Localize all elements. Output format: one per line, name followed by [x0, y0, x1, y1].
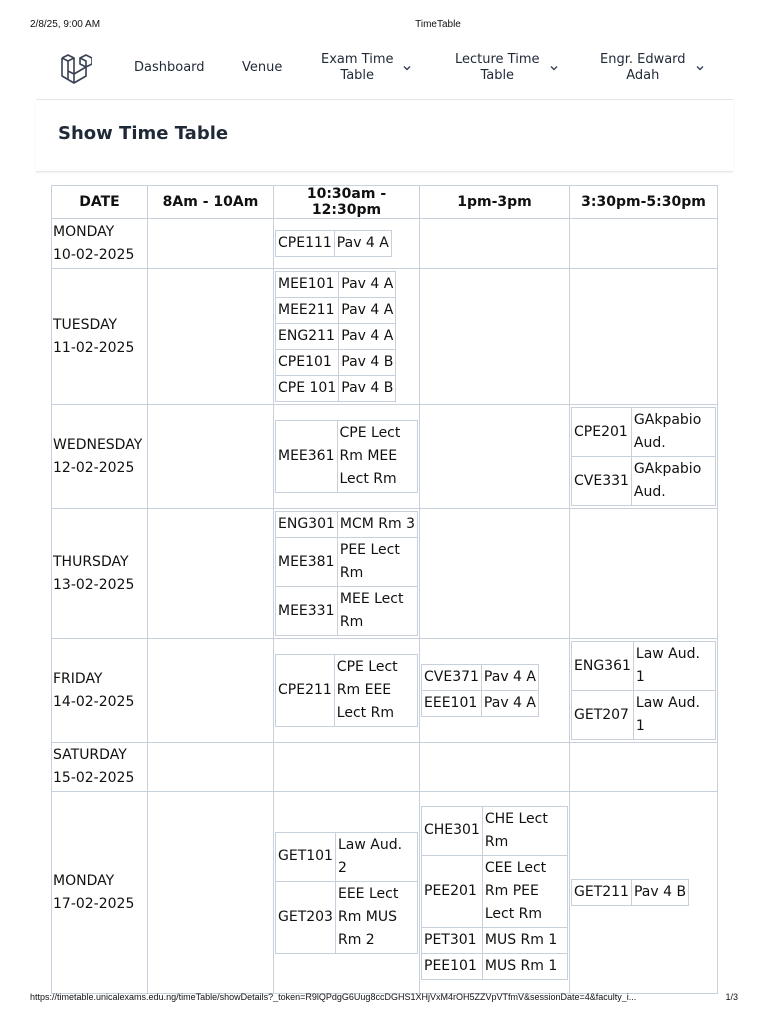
list-item: [422, 806, 568, 855]
course-venue: Pav 4 B: [631, 880, 688, 906]
course-venue: Pav 4 B: [339, 376, 396, 402]
list-item: [276, 881, 418, 953]
course-venue: Pav 4 B: [339, 350, 396, 376]
slot-cell: [274, 743, 420, 792]
course-code: GET101: [276, 832, 336, 881]
list-item: [276, 376, 396, 402]
page-title: Show Time Table: [58, 123, 229, 144]
page-header: [36, 100, 733, 172]
print-url: https://timetable.unicalexams.edu.ng/timeTable/showDetails?_token=R9lQPdgG6Uug8ccDGHS1XHjVxM4rOH5ZZVpVTfmV&sessionDate=4&faculty_i...: [30, 992, 637, 1002]
course-code: PEE201: [422, 855, 483, 927]
course-venue: CEE Lect Rm PEE Lect Rm: [482, 855, 567, 927]
slot-cell: [274, 509, 420, 639]
course-list: [275, 654, 418, 727]
column-header: 1pm-3pm: [420, 186, 570, 219]
slot-cell: [420, 509, 570, 639]
slot-cell: [570, 405, 718, 509]
print-header: [0, 19, 768, 33]
course-code: CVE371: [422, 665, 482, 691]
course-venue: Pav 4 A: [481, 691, 538, 717]
table-row: [52, 219, 718, 269]
slot-cell: [570, 219, 718, 269]
slot-cell: [148, 792, 274, 994]
day-date: 15-02-2025: [53, 770, 135, 786]
list-item: [276, 231, 392, 257]
laravel-logo-icon[interactable]: [60, 52, 92, 86]
course-list: [571, 407, 716, 506]
nav-lecture-timetable-dropdown[interactable]: [455, 52, 559, 84]
slot-cell: [570, 639, 718, 743]
course-venue: CHE Lect Rm: [482, 806, 567, 855]
slot-cell: [570, 743, 718, 792]
course-list: [275, 832, 418, 954]
slot-cell: [274, 792, 420, 994]
chevron-down-icon: [549, 63, 559, 73]
slot-cell: [420, 792, 570, 994]
slot-cell: [570, 509, 718, 639]
course-venue: Pav 4 A: [481, 665, 538, 691]
nav-lecture-timetable-label: Lecture Time Table: [455, 52, 540, 83]
table-row: [52, 509, 718, 639]
course-code: CPE211: [276, 655, 335, 727]
nav-dashboard-link[interactable]: Dashboard: [134, 60, 205, 75]
course-venue: GAkpabio Aud.: [631, 457, 715, 506]
day-cell: [52, 405, 148, 509]
slot-cell: [148, 509, 274, 639]
day-cell: [52, 509, 148, 639]
list-item: [276, 655, 418, 727]
course-list: [275, 420, 418, 493]
slot-cell: [420, 269, 570, 405]
list-item: [276, 538, 418, 587]
slot-cell: [274, 269, 420, 405]
course-venue: EEE Lect Rm MUS Rm 2: [335, 881, 417, 953]
list-item: [276, 421, 418, 493]
day-date: 10-02-2025: [53, 246, 135, 263]
course-code: CVE331: [572, 457, 632, 506]
day-name: MONDAY: [53, 872, 115, 889]
course-code: CPE201: [572, 408, 632, 457]
course-code: GET207: [572, 691, 634, 740]
slot-cell: [274, 405, 420, 509]
nav-user-dropdown[interactable]: [600, 52, 705, 84]
list-item: [572, 642, 716, 691]
slot-cell: [148, 639, 274, 743]
slot-cell: [420, 639, 570, 743]
course-code: MEE331: [276, 587, 338, 636]
nav-exam-timetable-dropdown[interactable]: [321, 52, 412, 84]
list-item: [422, 855, 568, 927]
slot-cell: [274, 219, 420, 269]
course-venue: PEE Lect Rm: [337, 538, 417, 587]
slot-cell: [570, 269, 718, 405]
list-item: [276, 272, 396, 298]
course-code: CPE101: [276, 350, 339, 376]
course-venue: MUS Rm 1: [482, 953, 567, 979]
nav-venue-link[interactable]: Venue: [242, 60, 283, 75]
course-list: [275, 230, 392, 257]
timetable-header-row: [52, 186, 718, 219]
course-venue: Law Aud. 2: [335, 832, 417, 881]
course-venue: Pav 4 A: [339, 298, 396, 324]
day-name: WEDNESDAY: [53, 436, 143, 453]
column-header: 10:30am - 12:30pm: [274, 186, 420, 219]
slot-cell: [420, 743, 570, 792]
table-row: [52, 743, 718, 792]
print-page-number: 1/3: [725, 992, 738, 1002]
course-code: CHE301: [422, 806, 483, 855]
course-venue: MEE Lect Rm: [337, 587, 417, 636]
slot-cell: [274, 639, 420, 743]
list-item: [572, 880, 689, 906]
course-code: MEE381: [276, 538, 338, 587]
course-code: PET301: [422, 927, 483, 953]
list-item: [422, 927, 568, 953]
course-list: [421, 806, 568, 980]
list-item: [276, 587, 418, 636]
list-item: [572, 691, 716, 740]
slot-cell: [148, 405, 274, 509]
list-item: [276, 832, 418, 881]
course-code: ENG211: [276, 324, 339, 350]
table-row: [52, 405, 718, 509]
course-code: CPE 101: [276, 376, 339, 402]
slot-cell: [420, 405, 570, 509]
list-item: [422, 665, 539, 691]
table-row: [52, 792, 718, 994]
day-cell: [52, 792, 148, 994]
course-list: [275, 511, 418, 636]
column-header: DATE: [52, 186, 148, 219]
list-item: [276, 324, 396, 350]
course-list: [571, 641, 716, 740]
day-date: 13-02-2025: [53, 576, 135, 593]
course-venue: Pav 4 A: [334, 231, 391, 257]
list-item: [572, 408, 716, 457]
print-footer: [30, 992, 738, 1006]
day-date: 11-02-2025: [53, 339, 135, 356]
day-name: FRIDAY: [53, 670, 103, 687]
course-code: PEE101: [422, 953, 483, 979]
nav-user-name: Engr. Edward Adah: [600, 52, 686, 83]
course-list: [421, 664, 539, 717]
day-name: TUESDAY: [53, 316, 118, 333]
course-code: MEE211: [276, 298, 339, 324]
slot-cell: [420, 219, 570, 269]
day-cell: [52, 639, 148, 743]
day-name: THURSDAY: [53, 553, 129, 570]
list-item: [276, 350, 396, 376]
day-name: SATURDAY: [53, 747, 127, 763]
list-item: [572, 457, 716, 506]
day-cell: [52, 219, 148, 269]
column-header: 8Am - 10Am: [148, 186, 274, 219]
slot-cell: [148, 269, 274, 405]
chevron-down-icon: [695, 63, 705, 73]
print-doc-title: TimeTable: [415, 19, 461, 30]
list-item: [276, 512, 418, 538]
course-code: GET203: [276, 881, 336, 953]
list-item: [422, 691, 539, 717]
timetable: [51, 185, 718, 994]
nav-exam-timetable-label: Exam Time Table: [321, 52, 394, 83]
course-list: [571, 879, 689, 906]
course-code: EEE101: [422, 691, 482, 717]
course-venue: CPE Lect Rm MEE Lect Rm: [337, 421, 418, 493]
column-header: 3:30pm-5:30pm: [570, 186, 718, 219]
course-venue: MUS Rm 1: [482, 927, 567, 953]
top-navbar: [36, 40, 733, 100]
course-venue: GAkpabio Aud.: [631, 408, 715, 457]
course-list: [275, 271, 396, 402]
course-code: ENG361: [572, 642, 634, 691]
day-date: 12-02-2025: [53, 459, 135, 476]
day-cell: [52, 743, 148, 792]
table-row: [52, 639, 718, 743]
list-item: [276, 298, 396, 324]
course-venue: Law Aud. 1: [633, 642, 715, 691]
course-venue: Pav 4 A: [339, 324, 396, 350]
day-cell: [52, 269, 148, 405]
course-code: GET211: [572, 880, 632, 906]
day-date: 17-02-2025: [53, 895, 135, 912]
course-code: ENG301: [276, 512, 338, 538]
slot-cell: [570, 792, 718, 994]
day-date: 14-02-2025: [53, 693, 135, 710]
print-datetime: 2/8/25, 9:00 AM: [30, 19, 101, 30]
course-code: MEE101: [276, 272, 339, 298]
table-row: [52, 269, 718, 405]
course-code: MEE361: [276, 421, 338, 493]
course-venue: Law Aud. 1: [633, 691, 715, 740]
chevron-down-icon: [402, 63, 412, 73]
list-item: [422, 953, 568, 979]
course-code: CPE111: [276, 231, 335, 257]
slot-cell: [148, 219, 274, 269]
course-venue: CPE Lect Rm EEE Lect Rm: [334, 655, 417, 727]
course-venue: Pav 4 A: [339, 272, 396, 298]
day-name: MONDAY: [53, 223, 115, 240]
slot-cell: [148, 743, 274, 792]
course-venue: MCM Rm 3: [337, 512, 417, 538]
